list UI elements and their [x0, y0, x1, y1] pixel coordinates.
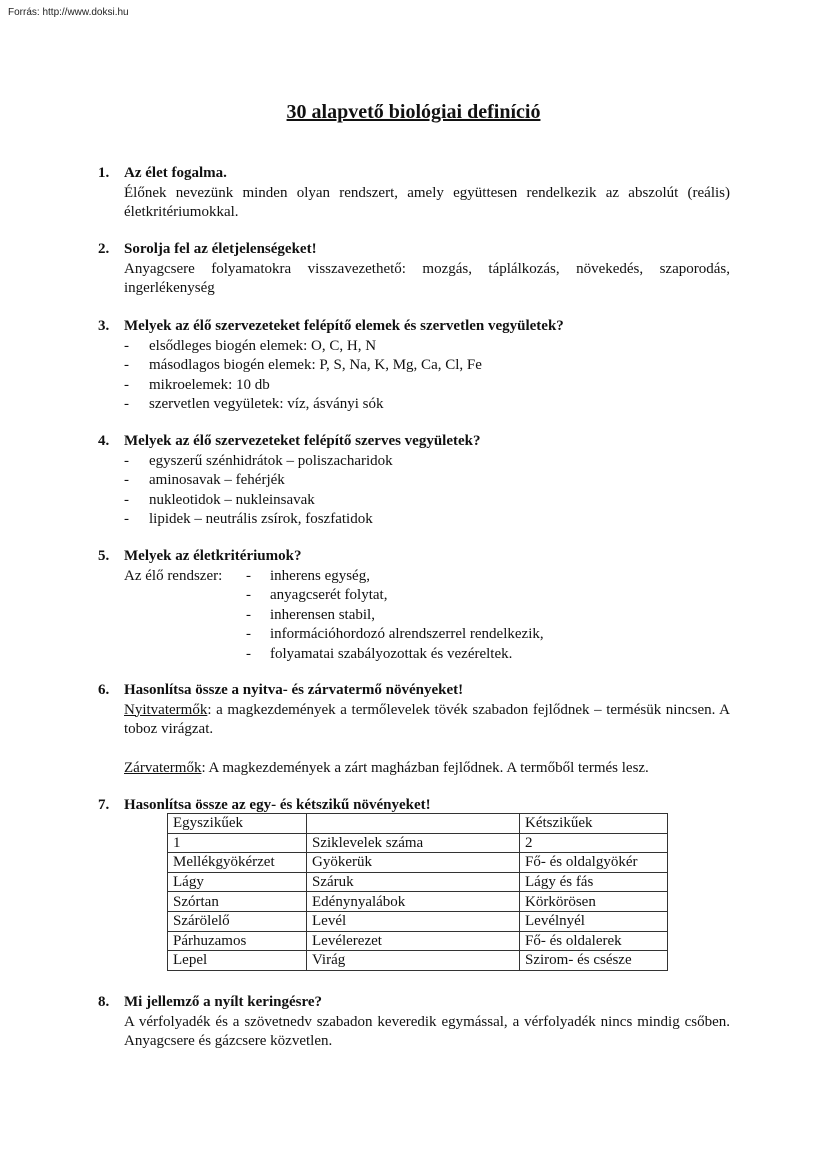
answer-text: A vérfolyadék és a szövetnedv szabadon keveredik egymással, a vérfolyadék nincs mindig csőben. Anyagcsere és gázcsere közvetlen.	[124, 1013, 730, 1049]
table-row	[168, 872, 668, 892]
table-header-row	[168, 814, 668, 834]
question-number: 8.	[98, 994, 110, 1010]
table-cell: Fő- és oldalgyökér	[520, 853, 668, 873]
list-item: - anyagcserét folytat,	[246, 587, 388, 603]
table-cell: Szirom- és csésze	[520, 951, 668, 971]
question-number: 4.	[98, 433, 110, 449]
list-item: - másodlagos biogén elemek: P, S, Na, K, Mg, Ca, Cl, Fe	[124, 357, 482, 373]
answer-text: Anyagcsere folyamatokra visszavezethető: mozgás, táplálkozás, növekedés, szaporodás, ingerlékenység	[124, 260, 730, 296]
question-number: 6.	[98, 682, 110, 698]
table-cell: Fő- és oldalerek	[520, 931, 668, 951]
question-heading: Az élet fogalma.	[124, 165, 227, 181]
criteria-lead: Az élő rendszer:	[124, 567, 223, 584]
question-6	[98, 681, 730, 778]
question-8	[98, 993, 730, 1052]
answer-text: Élőnek nevezünk minden olyan rendszert, amely együttesen rendelkezik az abszolút (reális) életkritériumokkal.	[124, 184, 730, 220]
answer-paragraph: Zárvatermők: A magkezdemények a zárt magházban fejlődnek. A termőből termés lesz.	[124, 759, 649, 776]
list-item: - egyszerű szénhidrátok – poliszacharidok	[124, 452, 393, 469]
question-5	[98, 547, 730, 664]
question-heading: Sorolja fel az életjelenségeket!	[124, 241, 317, 257]
question-1	[98, 164, 730, 223]
table-cell: Levélerezet	[307, 931, 520, 951]
list-item: Az élő rendszer: - inherens egység,	[98, 567, 730, 587]
question-heading: Melyek az életkritériumok?	[124, 548, 302, 564]
table-cell: Száruk	[307, 872, 520, 892]
list-item: - inherensen stabil,	[246, 606, 375, 623]
question-2	[98, 240, 730, 299]
question-heading: Hasonlítsa össze az egy- és kétszikű növényeket!	[124, 797, 431, 813]
list-item: - folyamatai szabályozottak és vezéreltek.	[246, 645, 513, 662]
table-cell: Sziklevelek száma	[307, 833, 520, 853]
question-number: 3.	[98, 318, 110, 334]
page-title: 30 alapvető biológiai definíció	[286, 101, 541, 123]
question-heading: Melyek az élő szervezeteket felépítő elemek és szervetlen vegyületek?	[124, 318, 564, 334]
list-item: - információhordozó alrendszerrel rendelkezik,	[246, 626, 544, 642]
table-cell: Mellékgyökérzet	[168, 853, 307, 873]
table-row	[168, 931, 668, 951]
table-row	[168, 911, 668, 931]
question-heading: Mi jellemző a nyílt keringésre?	[124, 994, 323, 1010]
question-3	[98, 317, 730, 415]
table-cell	[307, 814, 520, 834]
answer-paragraph: Nyitvatermők: a magkezdemények a termőlevelek tövék szabadon fejlődnek – termésük nincsen. A toboz virágzat.	[124, 701, 730, 737]
comparison-table	[167, 813, 668, 971]
table-cell: Virág	[307, 951, 520, 971]
table-cell: Szórtan	[168, 892, 307, 912]
table-cell: Kétszikűek	[520, 814, 668, 834]
table-cell: Lágy	[168, 872, 307, 892]
list-item: - aminosavak – fehérjék	[124, 472, 285, 488]
question-number: 1.	[98, 165, 110, 181]
list-item: - mikroelemek: 10 db	[124, 376, 270, 393]
table-cell: Gyökerük	[307, 853, 520, 873]
question-number: 5.	[98, 548, 110, 564]
table-row	[168, 951, 668, 971]
table-cell: 2	[520, 833, 668, 853]
table-cell: Lágy és fás	[520, 872, 668, 892]
table-cell: Levélnyél	[520, 911, 668, 931]
list-item: - nukleotidok – nukleinsavak	[124, 491, 315, 508]
table-cell: 1	[168, 833, 307, 853]
table-row	[168, 833, 668, 853]
question-4	[98, 432, 730, 530]
table-row	[168, 892, 668, 912]
table-cell: Levél	[307, 911, 520, 931]
term: Nyitvatermők	[124, 701, 208, 718]
table-row	[168, 853, 668, 873]
question-heading: Hasonlítsa össze a nyitva- és zárvatermő növényeket!	[124, 682, 464, 698]
question-number: 2.	[98, 241, 110, 257]
table-cell: Edénynyalábok	[307, 892, 520, 912]
table-cell: Szárölelő	[168, 911, 307, 931]
list-item: - elsődleges biogén elemek: O, C, H, N	[124, 337, 377, 354]
list-item: - lipidek – neutrális zsírok, foszfatidok	[124, 511, 373, 527]
table-cell: Párhuzamos	[168, 931, 307, 951]
table-cell: Körkörösen	[520, 892, 668, 912]
source-url: Forrás: http://www.doksi.hu	[8, 7, 129, 18]
term: Zárvatermők	[124, 759, 202, 776]
question-number: 7.	[98, 797, 110, 813]
answer-list	[98, 452, 730, 530]
list-item: - szervetlen vegyületek: víz, ásványi sók	[124, 396, 384, 412]
answer-list	[98, 337, 730, 415]
table-cell: Egyszikűek	[168, 814, 307, 834]
table-cell: Lepel	[168, 951, 307, 971]
question-heading: Melyek az élő szervezeteket felépítő szerves vegyületek?	[124, 433, 481, 449]
